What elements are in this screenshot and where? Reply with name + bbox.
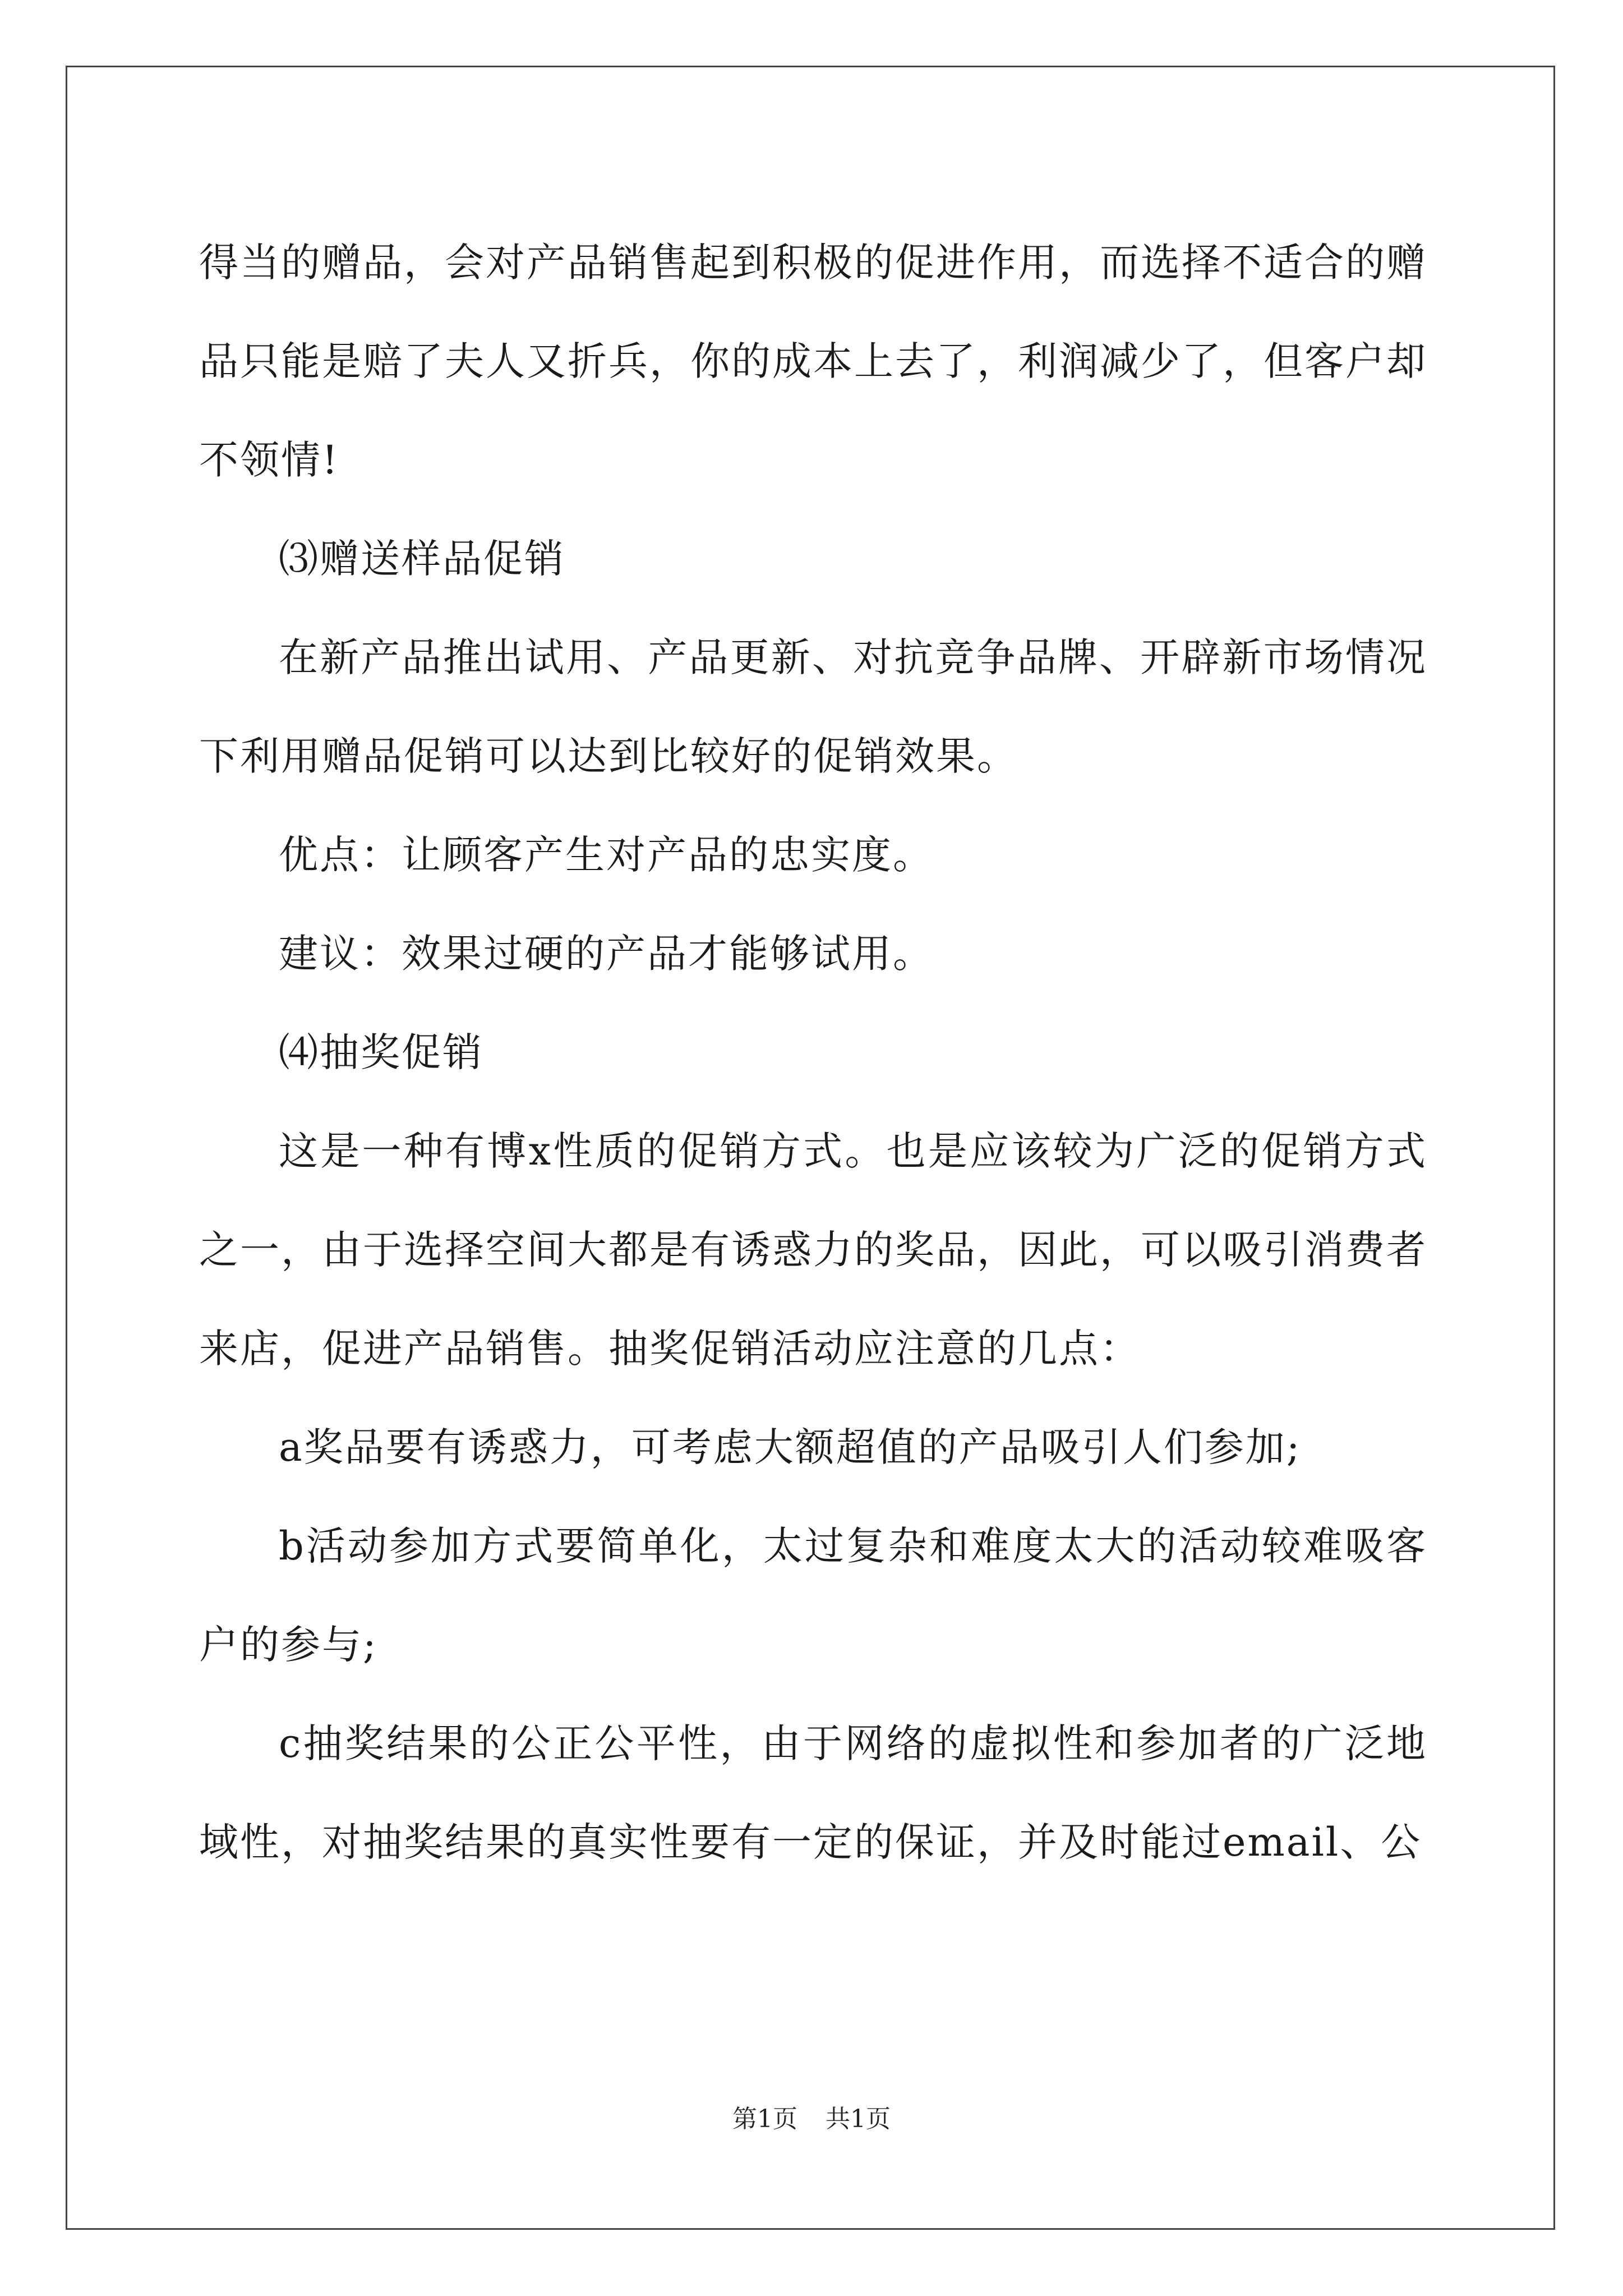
paragraph-advantage: 优点：让顾客产生对产品的忠实度。 (279, 832, 934, 878)
heading-lottery-promotion: ⑷抽奖促销 (279, 1029, 483, 1075)
list-item-c: c抽奖结果的公正公平性，由于网络的虚拟性和参加者的广泛地域性，对抽奖结果的真实性要有一定的保证，并及时能过email、公 (199, 1720, 1427, 1865)
heading-gift-sample-promotion: ⑶赠送样品促销 (279, 536, 565, 582)
paragraph-2: 在新产品推出试用、产品更新、对抗竞争品牌、开辟新市场情况下利用赠品促销可以达到比较好的促销效果。 (199, 634, 1427, 779)
document-body (199, 213, 1427, 1892)
list-item-b: b活动参加方式要简单化，太过复杂和难度太大的活动较难吸客户的参与; (199, 1523, 1427, 1668)
paragraph-lottery-intro: 这是一种有博x性质的促销方式。也是应该较为广泛的促销方式之一，由于选择空间大都是有诱惑力的奖品，因此，可以吸引消费者来店，促进产品销售。抽奖促销活动应注意的几点： (199, 1128, 1427, 1372)
paragraph-1: 得当的赠品，会对产品销售起到积极的促进作用，而选择不适合的赠品只能是赔了夫人又折兵，你的成本上去了，利润减少了，但客户却不领情! (199, 240, 1427, 483)
list-item-a: a奖品要有诱惑力，可考虑大额超值的产品吸引人们参加; (279, 1424, 1302, 1470)
page-total: 共1页 (826, 2105, 891, 2133)
paragraph-suggestion: 建议：效果过硬的产品才能够试用。 (279, 931, 934, 977)
page-footer (0, 2102, 1623, 2136)
page-number: 第1页 (732, 2105, 797, 2133)
